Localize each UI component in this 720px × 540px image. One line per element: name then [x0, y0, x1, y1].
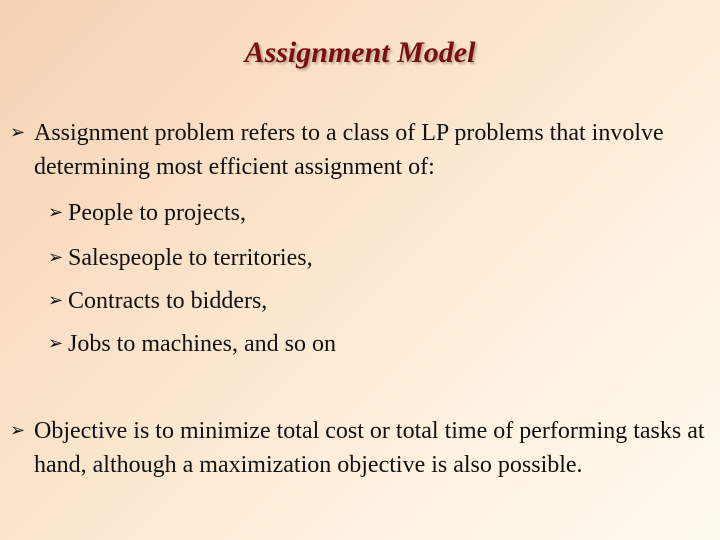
sub-item-text: People to projects, — [68, 200, 246, 226]
sub-item-text: Jobs to machines, and so on — [68, 331, 336, 357]
arrow-bullet-icon: ➢ — [48, 333, 64, 354]
sub-item-text: Salespeople to territories, — [68, 245, 313, 271]
sub-item — [48, 284, 708, 318]
arrow-bullet-icon: ➢ — [10, 122, 26, 143]
sub-item-text: Contracts to bidders, — [68, 288, 268, 314]
arrow-bullet-icon: ➢ — [48, 202, 64, 223]
bullet-objective — [10, 414, 715, 482]
arrow-bullet-icon: ➢ — [48, 290, 64, 311]
bullet-assignment-definition — [10, 116, 715, 184]
arrow-bullet-icon: ➢ — [10, 420, 26, 441]
sub-item — [48, 241, 708, 275]
bullet-text: Objective is to minimize total cost or total time of performing tasks at hand, although a maximization objective is also possible. — [34, 418, 705, 478]
sub-item — [48, 196, 708, 230]
slide-title: Assignment Model — [244, 36, 476, 69]
sub-item — [48, 327, 708, 361]
bullet-text: Assignment problem refers to a class of LP problems that involve determining most efficient assignment of: — [34, 120, 664, 180]
arrow-bullet-icon: ➢ — [48, 247, 64, 268]
